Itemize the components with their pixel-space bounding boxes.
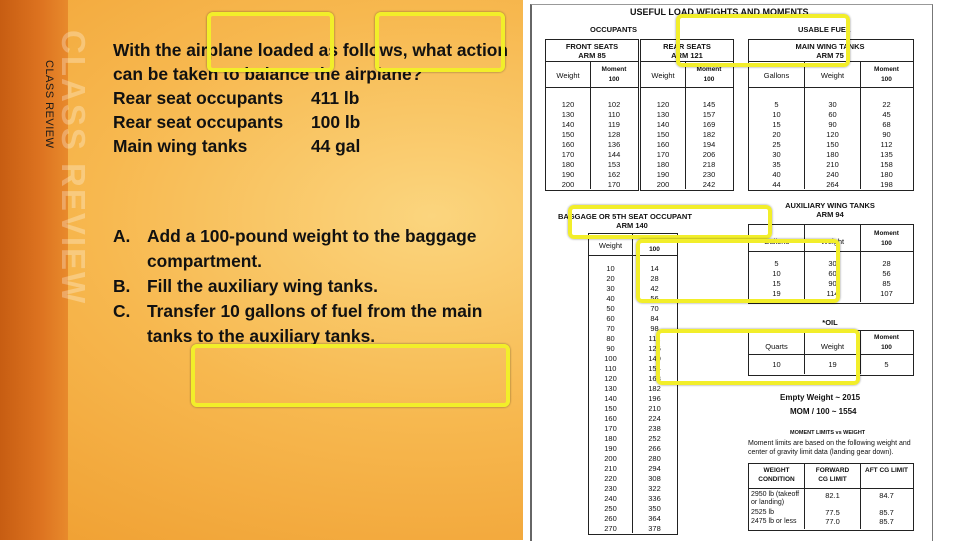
weight-header: Weight (820, 71, 845, 80)
highlight-box-baggage (568, 205, 772, 239)
aft-limit-2: 85.7 (879, 508, 894, 517)
rear-seats-label: REAR SEATS (663, 42, 711, 51)
forward-limit-3: 77.0 (825, 517, 840, 526)
divider (748, 87, 913, 88)
oil-quarts-value: 10 (772, 360, 781, 369)
aux-moments-column: 28 56 85 107 (880, 259, 893, 298)
forward-limit-2: 77.5 (825, 508, 840, 517)
moment-limits-title: MOMENT LIMITS vs WEIGHT (790, 430, 866, 436)
class-review-watermark: CLASS REVIEW (55, 30, 92, 306)
aux-arm-label: ARM 94 (816, 210, 844, 219)
condition-2: 2525 lb (751, 509, 774, 516)
answer-letter: B. (113, 276, 131, 296)
quarts-header: Quarts (765, 342, 788, 351)
main-moments-column: 22 45 68 90 112 135 158 180 198 (880, 100, 893, 189)
load-value: 44 gal (311, 136, 361, 156)
baggage-arm-label: ARM 140 (616, 221, 648, 230)
class-review-label: CLASS REVIEW (43, 60, 55, 149)
baggage-moments-column: 14 28 42 56 70 84 98 112 126 140 154 168 182 196 210 224 238 252 266 280 294 308 322 336 350 364 378 (648, 264, 661, 533)
gallons-header: Gallons (763, 237, 790, 246)
divider (545, 87, 638, 88)
front-moments-column: 102 110 119 128 136 144 153 162 170 (607, 100, 621, 189)
baggage-weights-column: 10 20 30 40 50 60 70 80 90 100 110 120 130 140 150 160 170 180 190 200 210 220 230 240 250 260 270 (604, 264, 617, 533)
highlight-box-rear-seats-1 (207, 12, 334, 72)
load-item (113, 110, 513, 134)
load-label: Rear seat occupants (113, 112, 284, 132)
aux-tanks-label: AUXILIARY WING TANKS (785, 201, 875, 210)
moment-header: Moment 100 (601, 66, 627, 83)
load-label: Rear seat occupants (113, 88, 284, 108)
answer-letter: C. (113, 301, 131, 321)
front-weights-column: 120 130 140 150 160 170 180 190 200 (561, 100, 575, 189)
divider (545, 61, 638, 62)
front-seats-label: FRONT SEATS (565, 42, 619, 51)
aux-weights-column: 30 60 90 114 (826, 259, 839, 298)
divider (748, 488, 913, 489)
occupants-header: OCCUPANTS (590, 25, 637, 34)
condition-1: 2950 lb (takeoff or landing) (751, 491, 800, 506)
answer-option-a[interactable] (113, 224, 513, 274)
aux-gallons-column: 5 10 15 19 (772, 259, 781, 298)
condition-3: 2475 lb or less (751, 518, 797, 525)
answer-option-c[interactable] (113, 299, 513, 349)
highlight-box-auxiliary-tanks (191, 344, 510, 407)
moment-header: Moment 100 (642, 236, 667, 253)
baggage-label: BAGGAGE OR 5TH SEAT OCCUPANT (558, 212, 692, 221)
moment-header: Moment 100 (696, 66, 722, 83)
empty-moment: MOM / 100 ~ 1554 (790, 407, 857, 416)
highlight-box-oil (656, 329, 860, 385)
weight-header: Weight (820, 237, 845, 246)
aft-limit-1: 84.7 (879, 491, 894, 500)
answer-text: Fill the auxiliary wing tanks. (147, 276, 378, 296)
load-item (113, 134, 513, 158)
aft-limit-3: 85.7 (879, 517, 894, 526)
weight-header: Weight (651, 71, 675, 80)
forward-cg-header: FORWARD CG LIMIT (815, 467, 850, 483)
weight-header: Weight (820, 342, 845, 351)
weight-header: Weight (598, 241, 623, 250)
answer-text: Add a 100-pound weight to the baggage compartment. (147, 226, 477, 271)
main-tanks-label: MAIN WING TANKS (795, 42, 865, 51)
divider (640, 87, 733, 88)
moment-limits-text: Moment limits are based on the following weight and center of gravity limit data (landing gear down). (748, 440, 911, 456)
chart-title: USEFUL LOAD WEIGHTS AND MOMENTS (630, 7, 809, 17)
main-gallons-column: 5 10 15 20 25 30 35 40 44 (772, 100, 781, 189)
moment-header: Moment 100 (874, 334, 899, 351)
answer-letter: A. (113, 226, 131, 246)
load-value: 100 lb (311, 112, 361, 132)
main-arm-label: ARM 75 (816, 51, 844, 60)
highlight-box-aux-table (636, 239, 840, 303)
load-label: Main wing tanks (113, 136, 248, 156)
usable-fuel-header: USABLE FUEL (798, 25, 851, 34)
load-item (113, 86, 513, 110)
aft-cg-header: AFT CG LIMIT (865, 467, 908, 474)
question-text: With the airplane loaded as follows, what action can be taken to balance the airplane? (113, 40, 509, 84)
weight-header: Weight (556, 71, 580, 80)
load-value: 411 lb (311, 88, 360, 108)
oil-moment-value: 5 (884, 360, 889, 369)
moment-header: Moment 100 (874, 66, 899, 83)
rear-weights-column: 120 130 140 150 160 170 180 190 200 (656, 100, 670, 189)
answer-list (113, 224, 513, 349)
oil-weight-value: 19 (828, 360, 837, 369)
front-arm-label: ARM 85 (578, 51, 606, 60)
main-weights-column: 30 60 90 120 150 180 210 240 264 (826, 100, 839, 189)
empty-weight: Empty Weight ~ 2015 (780, 393, 861, 402)
gallons-header: Gallons (763, 71, 790, 80)
highlight-box-rear-seats-2 (375, 12, 505, 72)
moment-header: Moment 100 (874, 230, 899, 247)
oil-label: *OIL (822, 318, 838, 327)
answer-text: Transfer 10 gallons of fuel from the main tanks to the auxiliary tanks. (147, 301, 483, 346)
highlight-box-main-tanks (676, 14, 850, 67)
answer-option-b[interactable] (113, 274, 513, 299)
weight-condition-header: WEIGHT CONDITION (758, 467, 795, 483)
forward-limit-1: 82.1 (825, 491, 840, 500)
rear-moments-column: 145 157 169 182 194 206 218 230 242 (702, 100, 716, 189)
rear-arm-label: ARM 121 (671, 51, 703, 60)
